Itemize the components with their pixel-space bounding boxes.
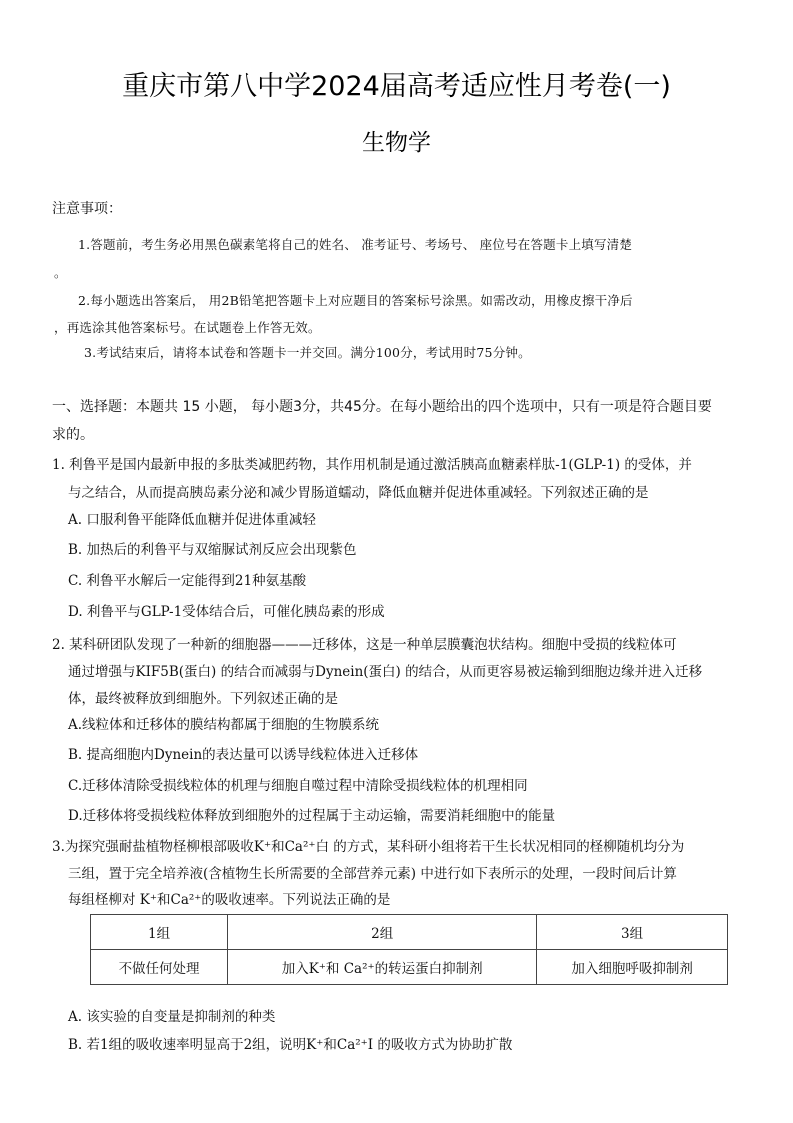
question-2-stem-cont-2: 体，最终被释放到细胞外。下列叙述正确的是 bbox=[68, 691, 338, 707]
table-header-cell: 2组 bbox=[228, 915, 537, 950]
treatment-table bbox=[90, 914, 728, 985]
question-3-option-b: B. 若1组的吸收速率明显高于2组，说明K⁺和Ca²⁺I 的吸收方式为协助扩散 bbox=[68, 1037, 513, 1053]
table-row bbox=[91, 950, 728, 985]
table-header-cell: 1组 bbox=[91, 915, 228, 950]
notice-heading: 注意事项： bbox=[52, 201, 122, 217]
exam-title: 重庆市第八中学2024届高考适应性月考卷(一) bbox=[122, 71, 671, 102]
notice-item-3: 3.考试结束后，请将本试卷和答题卡一并交回。满分100分，考试用时75分钟。 bbox=[84, 345, 531, 360]
table-cell: 加入K⁺和 Ca²⁺的转运蛋白抑制剂 bbox=[228, 950, 537, 985]
notice-item-1-cont: 。 bbox=[54, 265, 67, 280]
section-heading: 一、选择题：本题共 15 小题， 每小题3分，共45分。在每小题给出的四个选项中，只有一项是符合题目要 bbox=[52, 399, 712, 415]
question-3-stem-cont-2: 每组柽柳对 K⁺和Ca²⁺的吸收速率。下列说法正确的是 bbox=[68, 892, 391, 908]
question-3-stem-cont-1: 三组，置于完全培养液(含植物生长所需要的全部营养元素) 中进行如下表所示的处理，一段时间后计算 bbox=[68, 866, 677, 882]
question-2-option-c: C.迁移体清除受损线粒体的机理与细胞自噬过程中清除受损线粒体的机理相同 bbox=[68, 778, 528, 794]
question-1-option-b: B. 加热后的利鲁平与双缩脲试剂反应会出现紫色 bbox=[68, 542, 357, 558]
table-cell: 不做任何处理 bbox=[91, 950, 228, 985]
table-header-cell: 3组 bbox=[537, 915, 728, 950]
question-2-option-d: D.迁移体将受损线粒体释放到细胞外的过程属于主动运输，需要消耗细胞中的能量 bbox=[68, 808, 556, 824]
question-1-stem: 1. 利鲁平是国内最新申报的多肽类减肥药物，其作用机制是通过激活胰高血糖素样肽-1(GLP-1) 的受体，并 bbox=[52, 457, 692, 473]
section-heading-cont: 求的。 bbox=[52, 427, 94, 443]
question-3-stem: 3.为探究强耐盐植物柽柳根部吸收K⁺和Ca²⁺白 的方式，某科研小组将若干生长状况相同的柽柳随机均分为 bbox=[52, 839, 685, 855]
question-3-option-a: A. 该实验的自变量是抑制剂的种类 bbox=[68, 1009, 276, 1025]
question-2-option-a: A.线粒体和迁移体的膜结构都属于细胞的生物膜系统 bbox=[68, 717, 380, 733]
notice-item-1: 1.答题前，考生务必用黑色碳素笔将自己的姓名、 准考证号、考场号、 座位号在答题卡上填写清楚 bbox=[78, 237, 633, 252]
question-1-option-d: D. 利鲁平与GLP-1受体结合后，可催化胰岛素的形成 bbox=[68, 604, 385, 620]
question-1-option-c: C. 利鲁平水解后一定能得到21种氨基酸 bbox=[68, 573, 307, 589]
subject-title: 生物学 bbox=[362, 130, 431, 156]
question-1-option-a: A. 口服利鲁平能降低血糖并促进体重减轻 bbox=[68, 512, 316, 528]
table-header-row bbox=[91, 915, 728, 950]
question-2-option-b: B. 提高细胞内Dynein的表达量可以诱导线粒体进入迁移体 bbox=[68, 747, 419, 763]
notice-item-2-cont: ，再选涂其他答案标号。在试题卷上作答无效。 bbox=[54, 320, 321, 335]
question-2-stem-cont-1: 通过增强与KIF5B(蛋白) 的结合而减弱与Dynein(蛋白) 的结合，从而更容易被运输到细胞边缘并进入迁移 bbox=[68, 664, 703, 680]
table-cell: 加入细胞呼吸抑制剂 bbox=[537, 950, 728, 985]
question-2-stem: 2. 某科研团队发现了一种新的细胞器———迁移体，这是一种单层膜囊泡状结构。细胞中受损的线粒体可 bbox=[52, 637, 677, 653]
question-1-stem-cont: 与之结合，从而提高胰岛素分泌和减少胃肠道蠕动，降低血糖并促进体重减轻。下列叙述正确的是 bbox=[68, 485, 649, 501]
notice-item-2: 2.每小题选出答案后， 用2B铅笔把答题卡上对应题目的答案标号涂黑。如需改动，用橡皮擦干净后 bbox=[78, 293, 633, 308]
